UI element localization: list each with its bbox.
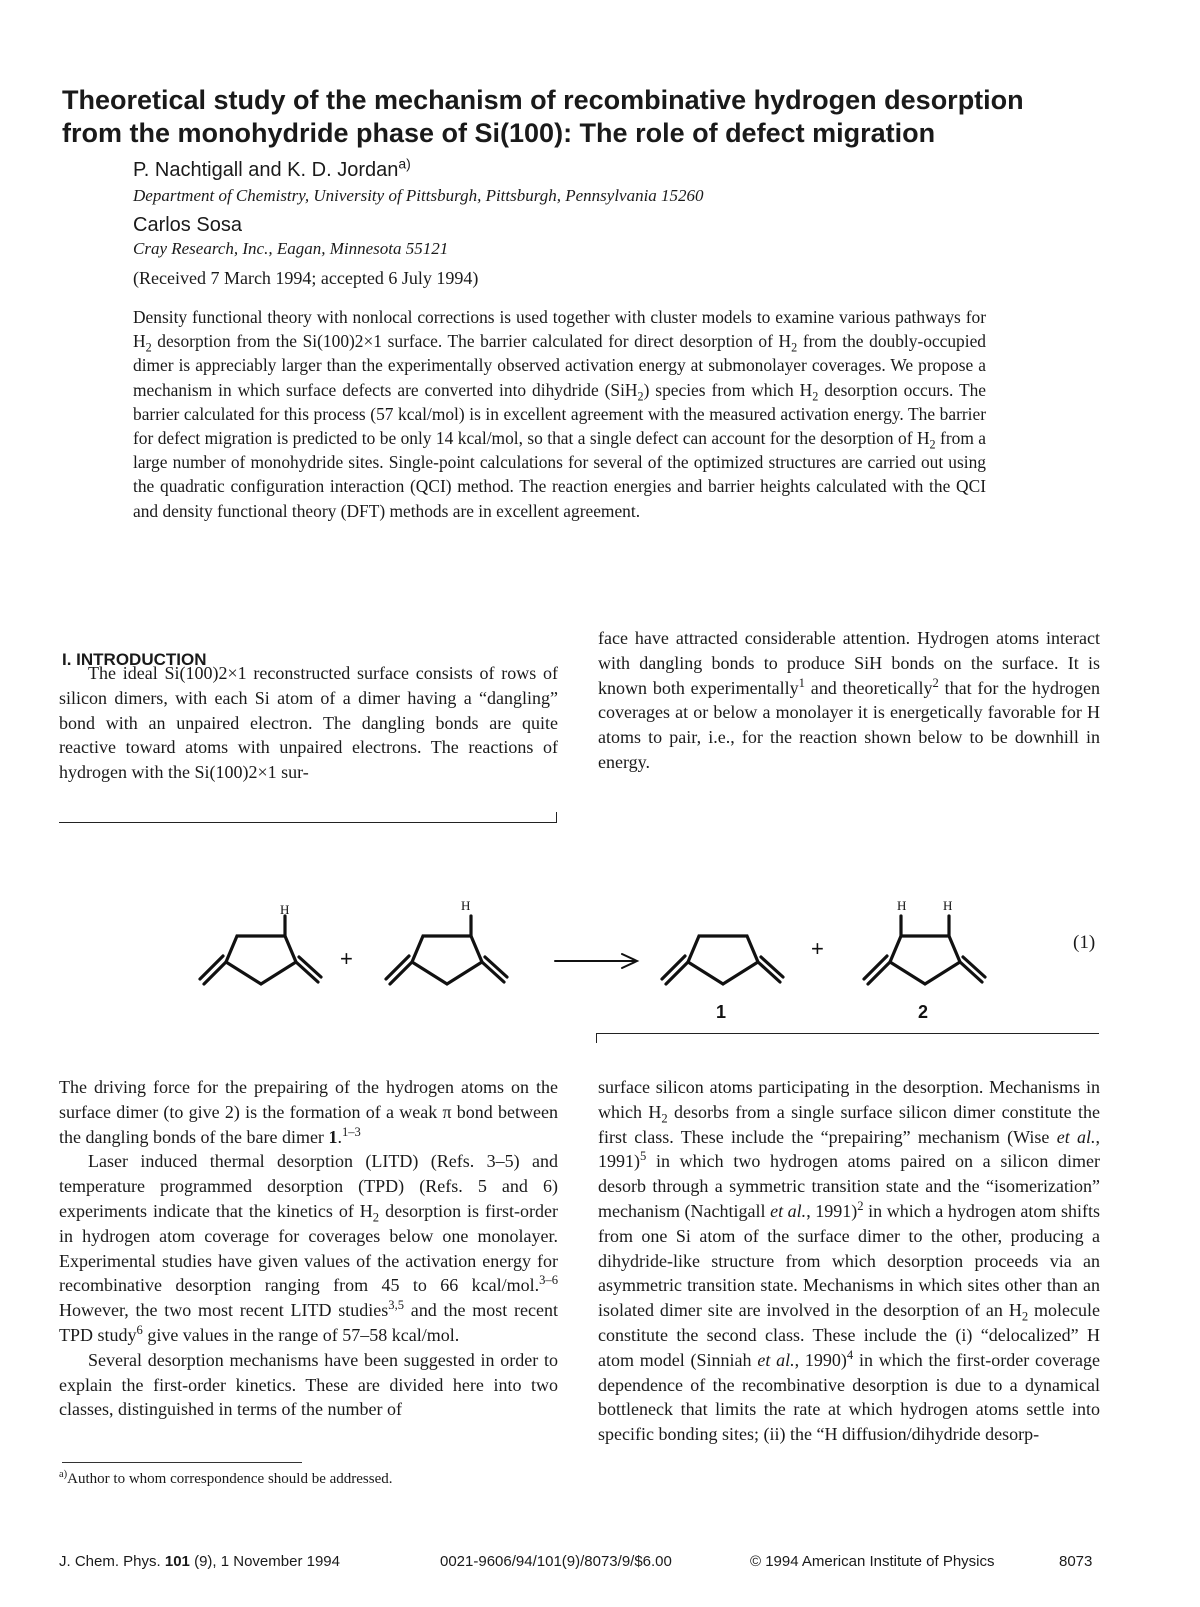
author-footnote-mark: a)	[398, 155, 411, 172]
page-number: 8073	[1059, 1553, 1093, 1570]
bare-dimer-1	[662, 936, 783, 984]
compound-label-1: 1	[716, 1002, 727, 1022]
dimer-h-right	[200, 916, 321, 984]
plus-sign: +	[811, 936, 824, 961]
h-atom-label: H	[897, 898, 907, 913]
intro-right-column-top	[598, 626, 1100, 775]
intro-right-column-bottom	[598, 1075, 1100, 1447]
paragraph-litd: Laser induced thermal desorption (LITD) (Refs. 3–5) and temperature programmed desorption (TPD) (Refs. 5 and 6) experiments indicate that the kinetics of $H_2$ desorption is first-order in hydrogen atom coverage for coverages below one monolayer. Experimental studies have given values of the activation energy for recombinative desorption ranging from 45 to 66 kcal/mol.$^{3-6}$ However, the two most recent LITD studies$^{3,5}$ and the most recent TPD study$^6$ give values in the range of 57–58 kcal/mol.	[59, 1151, 559, 1345]
title-line-1: Theoretical study of the mechanism of recombinative hydrogen desorption	[62, 85, 1024, 115]
footnote	[59, 1471, 393, 1488]
footer-copyright: © 1994 American Institute of Physics	[750, 1553, 995, 1570]
compound-label-2: 2	[918, 1002, 929, 1022]
plus-sign: +	[340, 946, 353, 971]
intro-left-column-top	[59, 661, 558, 785]
paragraph-driving-force: The driving force for the prepairing of the hydrogen atoms on the surface dimer (to give 2) is the formation of a weak π bond between the dangling bonds of the bare dimer 1.$^{1-3}$	[59, 1077, 558, 1147]
intro-paragraph-1: The ideal Si(100)2×1 reconstructed surface consists of rows of silicon dimers, with each Si atom of a dimer having a “dangling” bond with an unpaired electron. The dangling bonds are quite reactive toward atoms with unpaired electrons. The reactions of hydrogen with the Si(100)2×1 sur-	[59, 663, 558, 783]
affiliation-1: Department of Chemistry, University of Pittsburgh, Pittsburgh, Pennsylvania 15260	[133, 186, 704, 205]
h-atom-label: H	[461, 898, 471, 913]
footer-code: 0021-9606/94/101(9)/8073/9/$6.00	[440, 1553, 672, 1570]
equation-rule-tick-bottom	[596, 1033, 597, 1043]
h-atom-label: H	[280, 902, 290, 917]
equation-rule-tick-top	[556, 812, 557, 822]
equation-rule-top	[59, 822, 557, 823]
paragraph-mechanisms-cont: surface silicon atoms participating in the desorption. Mechanisms in which $H_2$ desorbs from a single surface silicon dimer constitute the first class. These include the “prepairing” mechanism (Wise et al., 1991)$^5$ in which two hydrogen atoms paired on a silicon dimer desorb through a symmetric transition state and the “isomerization” mechanism (Nachtigall et al., 1991)$^2$ in which a hydrogen atom shifts from one Si atom of the surface dimer to the other, producing a dihydride-like structure from which desorption proceeds via an asymmetric transition state. Mechanisms in which sites other than an isolated dimer site are involved in the desorption of an $H_2$ molecule constitute the second class. These include the (i) “delocalized” H atom model (Sinniah et al., 1990)$^4$ in which the first-order coverage dependence of the recombinative desorption is due to a dynamical bottleneck that limits the rate at which hydrogen atoms settle into specific bonding sites; (ii) the “H diffusion/dihydride desorp-	[598, 1077, 1100, 1445]
section-heading: I. INTRODUCTION	[62, 650, 207, 669]
footnote-rule	[62, 1462, 302, 1463]
author-line-1	[133, 155, 411, 182]
reaction-arrow	[555, 954, 637, 968]
abstract: Density functional theory with nonlocal corrections is used together with cluster models to examine various pathways for $H_2$ desorption from the Si(100)2×1 surface. The barrier calculated for direct desorption of $H_2$ from the doubly-occupied dimer is appreciably larger than the experimentally observed activation energy at submonolayer coverages. We propose a mechanism in which surface defects are converted into dihydride (SiH$_2$) species from which $H_2$ desorption occurs. The barrier calculated for this process (57 kcal/mol) is in excellent agreement with the measured activation energy. The barrier for defect migration is predicted to be only 14 kcal/mol, so that a single defect can account for the desorption of $H_2$ from a large number of monohydride sites. Single-point calculations for several of the optimized structures are carried out using the quadratic configuration interaction (QCI) method. The reaction energies and barrier heights calculated with the QCI and density functional theory (DFT) methods are in excellent agreement.	[133, 307, 986, 521]
equation-rule-bottom	[596, 1033, 1099, 1034]
article-title	[62, 84, 1162, 150]
intro-left-column-bottom	[59, 1075, 558, 1422]
footer-journal: J. Chem. Phys. 101 (9), 1 November 1994	[59, 1553, 340, 1570]
reaction-scheme	[190, 890, 1010, 1030]
authors-1: P. Nachtigall and K. D. Jordan	[133, 159, 399, 181]
h-atom-label: H	[943, 898, 953, 913]
title-line-2: from the monohydride phase of Si(100): The role of defect migration	[62, 118, 936, 148]
footnote-mark: a)	[59, 1469, 68, 1480]
paragraph-mechanisms: Several desorption mechanisms have been suggested in order to explain the first-order kinetics. These are divided here into two classes, distinguished in terms of the number of	[59, 1349, 558, 1420]
equation-number: (1)	[1073, 932, 1096, 953]
affiliation-2: Cray Research, Inc., Eagan, Minnesota 55121	[133, 239, 449, 258]
intro-paragraph-1-cont: face have attracted considerable attention. Hydrogen atoms interact with dangling bonds to produce SiH bonds on the surface. It is known both experimentally$^1$ and theoretically$^2$ that for the hydrogen coverages at or below a monolayer it is energetically favorable for H atoms to pair, i.e., for the reaction shown below to be downhill in energy.	[598, 628, 1100, 772]
author-line-2: Carlos Sosa	[133, 214, 242, 236]
dimer-h-right-2	[386, 916, 507, 984]
paired-dimer-2	[864, 916, 985, 984]
footnote-text: Author to whom correspondence should be addressed.	[67, 1471, 393, 1487]
received-dates: (Received 7 March 1994; accepted 6 July 1994)	[133, 268, 479, 288]
